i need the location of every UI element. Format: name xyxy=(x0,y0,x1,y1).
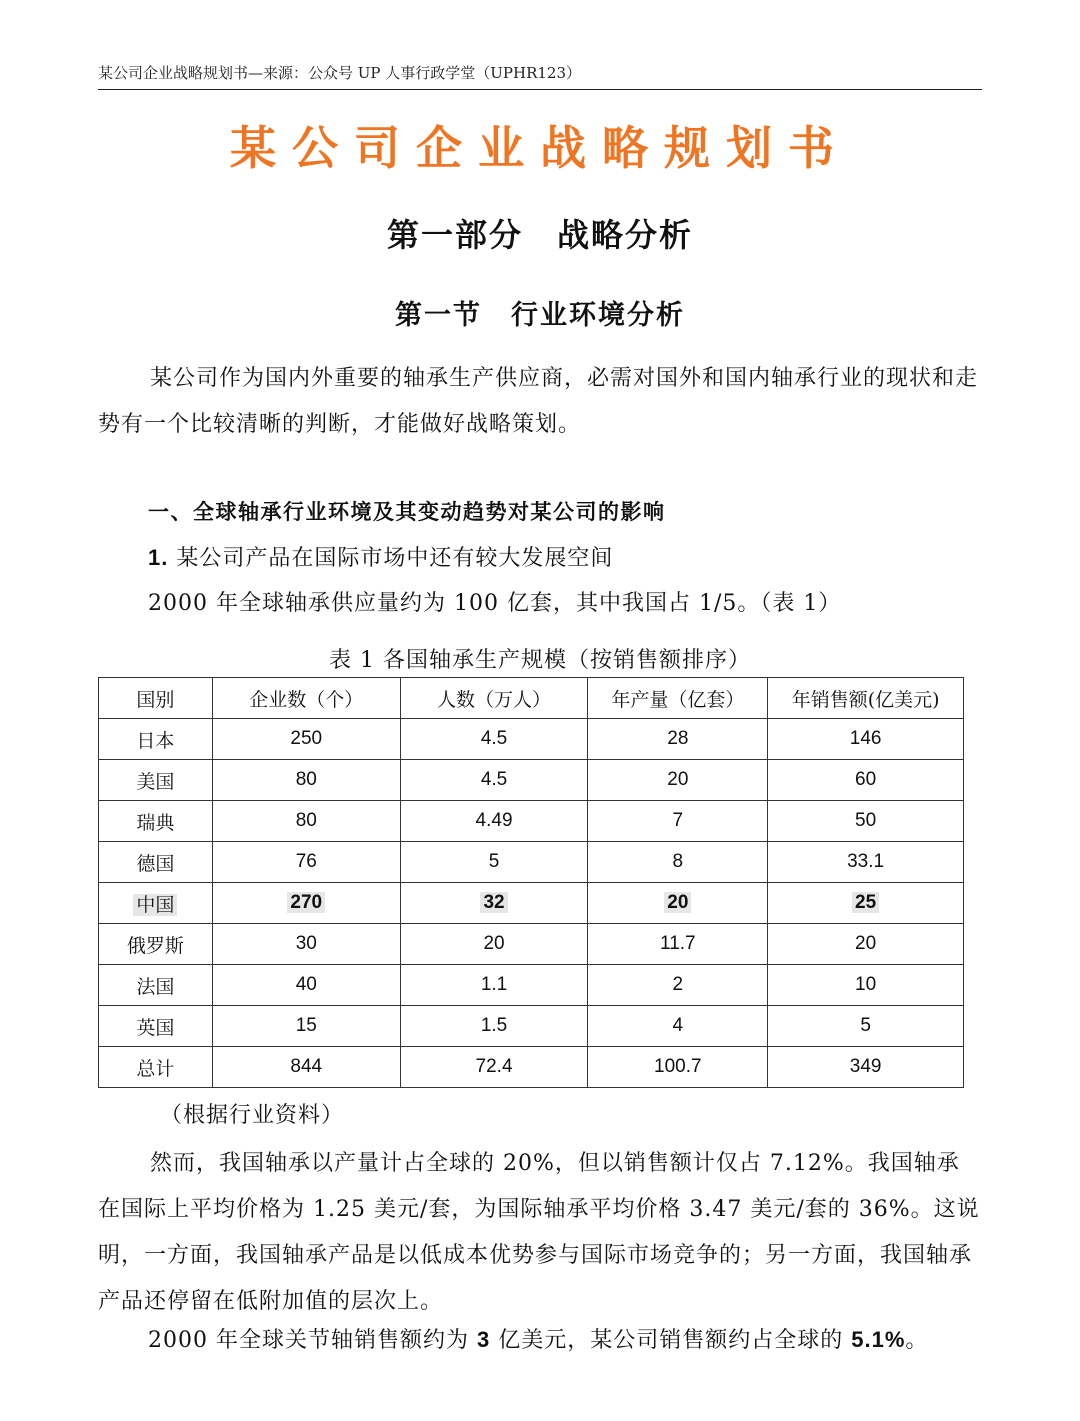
country-cell xyxy=(99,1047,213,1088)
page-header: 某公司企业战略规划书—来源：公众号 UP 人事行政学堂（UPHR123） xyxy=(98,62,982,90)
cell-text: 20 xyxy=(483,933,505,954)
cell-text: 15 xyxy=(295,1015,317,1036)
cell-text: 30 xyxy=(295,933,317,954)
joint-prefix: 2000 年全球关节轴销售额约为 xyxy=(148,1328,477,1353)
heading-number: 1. xyxy=(148,545,169,570)
country-cell xyxy=(99,1006,213,1047)
cell-text: 32 xyxy=(480,892,507,913)
table-row xyxy=(99,924,964,965)
country-cell xyxy=(99,965,213,1006)
cell-text: 5 xyxy=(488,851,500,872)
value-cell xyxy=(768,924,964,965)
cell-text: 20 xyxy=(855,933,877,954)
cell-text: 60 xyxy=(855,769,877,790)
value-cell xyxy=(588,719,768,760)
cell-text: 33.1 xyxy=(847,851,885,872)
cell-text: 总计 xyxy=(136,1057,175,1080)
cell-text: 1.1 xyxy=(480,974,508,995)
value-cell xyxy=(212,719,400,760)
value-cell xyxy=(768,801,964,842)
value-cell xyxy=(588,801,768,842)
value-cell xyxy=(212,1006,400,1047)
cell-text: 80 xyxy=(295,810,317,831)
value-cell xyxy=(212,760,400,801)
table-row xyxy=(99,1047,964,1088)
cell-text: 11.7 xyxy=(660,933,696,954)
value-cell xyxy=(588,883,768,924)
value-cell xyxy=(212,842,400,883)
table-row xyxy=(99,1006,964,1047)
value-cell xyxy=(400,801,588,842)
cell-text: 28 xyxy=(667,728,689,749)
country-cell xyxy=(99,801,213,842)
cell-text: 270 xyxy=(287,892,325,913)
country-cell xyxy=(99,924,213,965)
value-cell xyxy=(768,965,964,1006)
value-cell xyxy=(212,801,400,842)
value-cell xyxy=(768,842,964,883)
country-cell xyxy=(99,719,213,760)
value-cell xyxy=(588,965,768,1006)
cell-text: 中国 xyxy=(133,894,177,916)
cell-text: 2 xyxy=(672,974,684,995)
cell-text: 7 xyxy=(672,810,684,831)
value-cell xyxy=(212,924,400,965)
cell-text: 76 xyxy=(295,851,317,872)
value-cell xyxy=(768,1006,964,1047)
value-cell xyxy=(400,965,588,1006)
cell-text: 德国 xyxy=(136,852,175,875)
cell-text: 4.5 xyxy=(480,728,508,749)
value-cell xyxy=(588,760,768,801)
value-cell xyxy=(768,719,964,760)
table-row xyxy=(99,719,964,760)
cell-text: 80 xyxy=(295,769,317,790)
value-cell xyxy=(768,1047,964,1088)
table-header-row xyxy=(99,678,964,719)
value-cell xyxy=(400,760,588,801)
cell-text: 10 xyxy=(855,974,877,995)
intro-paragraph: 某公司作为国内外重要的轴承生产供应商，必需对国外和国内轴承行业的现状和走势有一个比较清晰的判断，才能做好战略策划。 xyxy=(98,366,979,437)
table-header-cell: 年产量（亿套） xyxy=(588,678,768,719)
value-cell xyxy=(212,1047,400,1088)
value-cell xyxy=(400,1006,588,1047)
value-cell xyxy=(400,842,588,883)
cell-text: 20 xyxy=(667,769,689,790)
cell-text: 349 xyxy=(849,1056,882,1077)
value-cell xyxy=(212,965,400,1006)
cell-text: 25 xyxy=(852,892,879,913)
country-cell xyxy=(99,883,213,924)
joint-value-share: 5.1% xyxy=(851,1327,906,1352)
value-cell xyxy=(400,883,588,924)
heading-level2 xyxy=(148,541,613,572)
cell-text: 4.49 xyxy=(475,810,513,831)
country-cell xyxy=(99,842,213,883)
value-cell xyxy=(400,924,588,965)
cell-text: 100.7 xyxy=(654,1056,702,1077)
bearing-production-table xyxy=(98,677,964,1088)
value-cell xyxy=(400,719,588,760)
cell-text: 1.5 xyxy=(480,1015,508,1036)
table-row xyxy=(99,883,964,924)
table-row xyxy=(99,801,964,842)
cell-text: 8 xyxy=(672,851,684,872)
table-row xyxy=(99,965,964,1006)
source-note: （根据行业资料） xyxy=(160,1103,345,1128)
cell-text: 日本 xyxy=(136,729,175,752)
table-header-cell: 企业数（个） xyxy=(212,678,400,719)
table-caption: 表 1 各国轴承生产规模（按销售额排序） xyxy=(329,648,751,673)
value-cell xyxy=(768,883,964,924)
heading-text: 某公司产品在国际市场中还有较大发展空间 xyxy=(176,546,614,571)
supply-sentence: 2000 年全球轴承供应量约为 100 亿套，其中我国占 1/5。（表 1） xyxy=(148,591,842,616)
cell-text: 146 xyxy=(849,728,882,749)
table-header-cell: 人数（万人） xyxy=(400,678,588,719)
value-cell xyxy=(400,1047,588,1088)
value-cell xyxy=(768,760,964,801)
value-cell xyxy=(588,842,768,883)
section-title: 第一节 行业环境分析 xyxy=(395,300,685,331)
cell-text: 20 xyxy=(664,892,691,913)
cell-text: 250 xyxy=(290,728,323,749)
cell-text: 法国 xyxy=(136,975,175,998)
cell-text: 4 xyxy=(672,1015,684,1036)
joint-sales-sentence xyxy=(148,1323,928,1354)
cell-text: 4.5 xyxy=(480,769,508,790)
value-cell xyxy=(212,883,400,924)
cell-text: 5 xyxy=(860,1015,871,1036)
value-cell xyxy=(588,924,768,965)
part-title: 第一部分 战略分析 xyxy=(386,216,693,254)
cell-text: 72.4 xyxy=(475,1056,513,1077)
cell-text: 844 xyxy=(290,1056,323,1077)
cell-text: 俄罗斯 xyxy=(126,934,184,957)
cell-text: 50 xyxy=(855,810,877,831)
value-cell xyxy=(588,1006,768,1047)
joint-middle: 亿美元，某公司销售额约占全球的 xyxy=(490,1328,852,1353)
table-header-cell: 国别 xyxy=(99,678,213,719)
table-header-cell: 年销售额(亿美元) xyxy=(768,678,964,719)
analysis-paragraph: 然而，我国轴承以产量计占全球的 20%，但以销售额计仅占 7.12%。我国轴承在国际上平均价格为 1.25 美元/套，为国际轴承平均价格 3.47 美元/套的 36%。这说明，一方面，我国轴承产品是以低成本优势参与国际市场竞争的；另一方面，我国轴承产品还停留在低附加值的层次上。 xyxy=(98,1151,980,1314)
joint-value-sales: 3 xyxy=(476,1327,491,1352)
cell-text: 英国 xyxy=(136,1016,175,1039)
table-row xyxy=(99,760,964,801)
table-row xyxy=(99,842,964,883)
cell-text: 美国 xyxy=(136,770,175,793)
joint-suffix: 。 xyxy=(905,1328,929,1353)
heading-level1: 一、全球轴承行业环境及其变动趋势对某公司的影响 xyxy=(148,499,666,524)
cell-text: 瑞典 xyxy=(136,811,175,834)
document-title: 某公司企业战略规划书 xyxy=(230,121,850,175)
country-cell xyxy=(99,760,213,801)
value-cell xyxy=(588,1047,768,1088)
cell-text: 40 xyxy=(295,974,317,995)
